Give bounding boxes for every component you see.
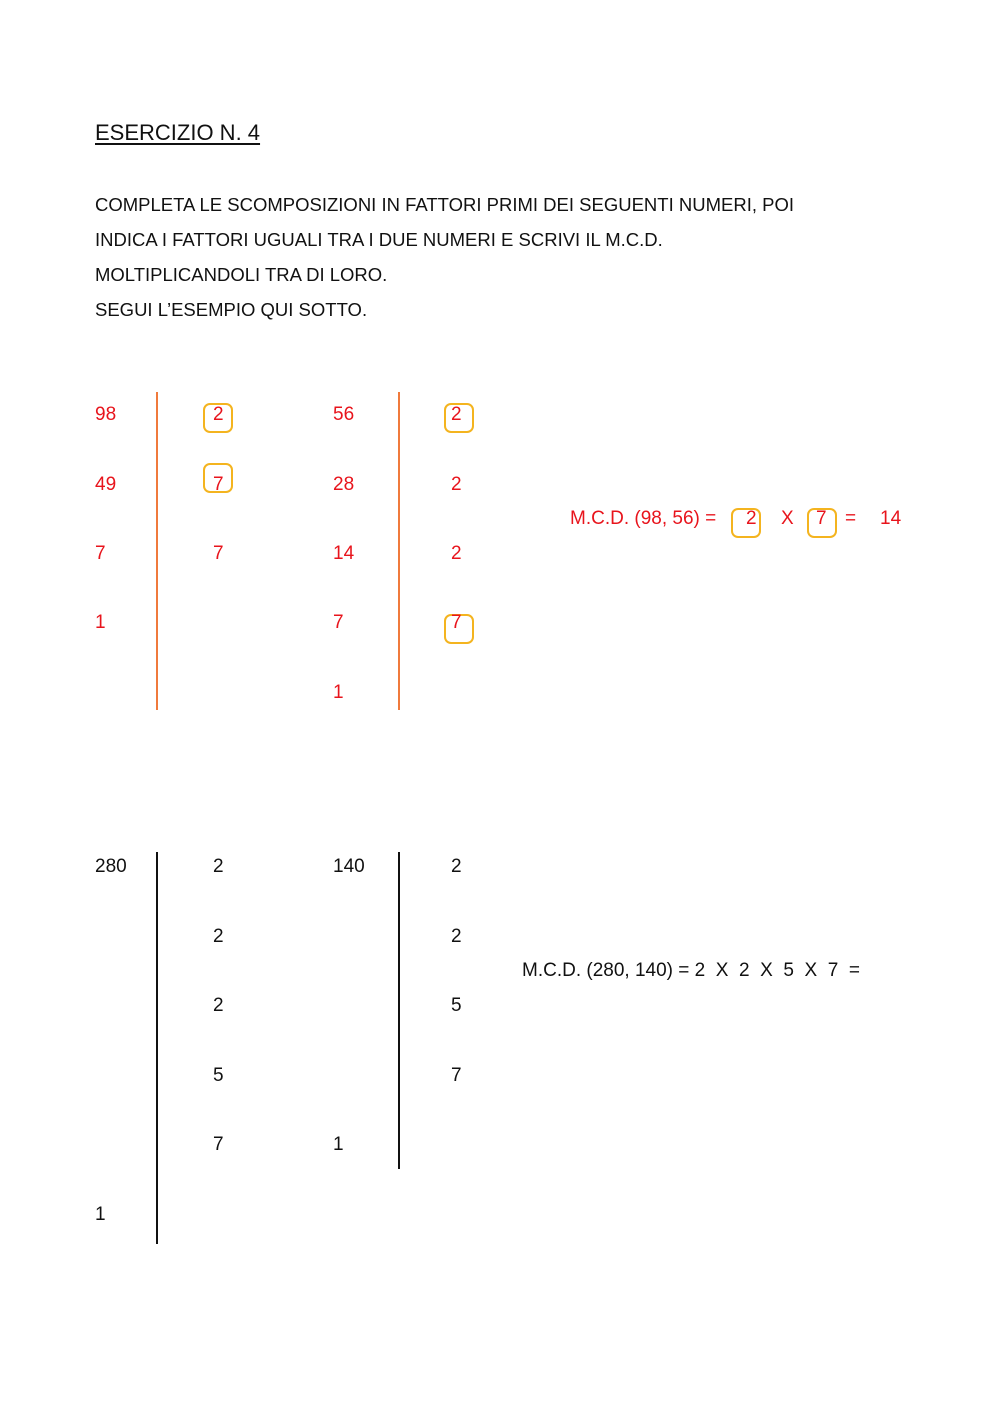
- dividend-7: 7: [95, 543, 106, 564]
- factor-7: 7: [451, 612, 462, 633]
- dividend-280: 280: [95, 856, 127, 877]
- exercise-title: ESERCIZIO N. 4: [95, 120, 261, 145]
- dividend-98: 98: [95, 404, 117, 425]
- division-line-98: [156, 392, 158, 710]
- instruction-line-3: MOLTIPLICANDOLI TRA DI LORO.: [95, 264, 388, 285]
- mcd-exercise: M.C.D. (280, 140) = 2 X 2 X 5 X 7 =: [522, 960, 860, 981]
- division-line-280: [156, 852, 158, 1244]
- dividend-49: 49: [95, 474, 117, 495]
- factor-2: 2: [451, 474, 462, 495]
- factor-2: 2: [213, 404, 224, 425]
- factor-2: 2: [213, 856, 224, 877]
- dividend-140: 140: [333, 856, 365, 877]
- dividend-56: 56: [333, 404, 355, 425]
- dividend-7: 7: [333, 612, 344, 633]
- division-line-140: [398, 852, 400, 1169]
- dividend-1: 1: [333, 1134, 344, 1155]
- factor-7: 7: [451, 1065, 462, 1086]
- multiply-sign: X: [781, 508, 794, 529]
- factor-2: 2: [451, 926, 462, 947]
- factor-7: 7: [213, 474, 224, 495]
- factor-2: 2: [213, 995, 224, 1016]
- division-line-56: [398, 392, 400, 710]
- factor-5: 5: [213, 1065, 224, 1086]
- mcd-result: 14: [880, 508, 902, 529]
- dividend-1: 1: [333, 682, 344, 703]
- factor-2: 2: [451, 543, 462, 564]
- equals-sign: =: [845, 508, 857, 529]
- factor-2: 2: [451, 856, 462, 877]
- mcd-factor-2: 2: [746, 508, 757, 529]
- instruction-line-2: INDICA I FATTORI UGUALI TRA I DUE NUMERI E SCRIVI IL M.C.D.: [95, 229, 663, 250]
- factor-2: 2: [451, 404, 462, 425]
- mcd-example-label: M.C.D. (98, 56) =: [570, 508, 717, 529]
- dividend-14: 14: [333, 543, 355, 564]
- mcd-factor-7: 7: [816, 508, 827, 529]
- factor-7: 7: [213, 1134, 224, 1155]
- factor-2: 2: [213, 926, 224, 947]
- dividend-28: 28: [333, 474, 355, 495]
- dividend-1: 1: [95, 1204, 106, 1225]
- dividend-1: 1: [95, 612, 106, 633]
- factor-7: 7: [213, 543, 224, 564]
- instruction-line-4: SEGUI L’ESEMPIO QUI SOTTO.: [95, 299, 368, 320]
- instruction-line-1: COMPLETA LE SCOMPOSIZIONI IN FATTORI PRIMI DEI SEGUENTI NUMERI, POI: [95, 194, 794, 215]
- factor-5: 5: [451, 995, 462, 1016]
